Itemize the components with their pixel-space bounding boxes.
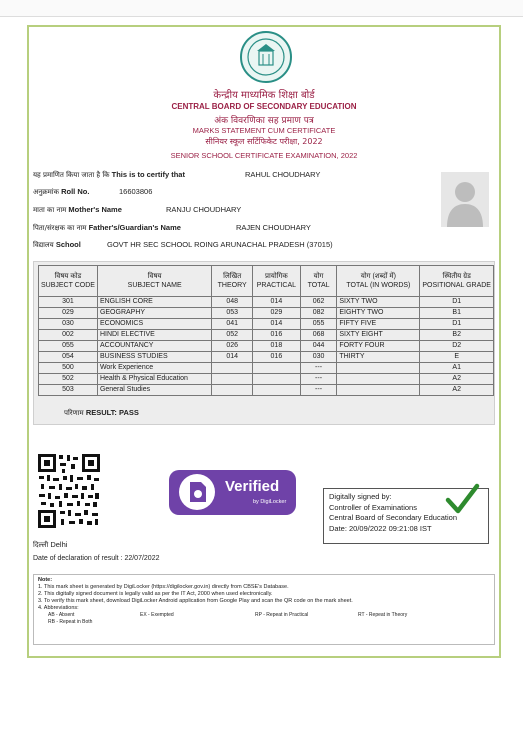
header-cell [337,266,420,297]
place-hindi: दिल्ली [33,541,49,549]
result-value: PASS [119,408,139,417]
header-english: TOTAL (IN WORDS) [346,282,411,289]
table-cell-theory [212,374,253,385]
table-cell-grade: A2 [420,385,494,396]
table-cell-total: --- [300,363,337,374]
table-cell-name: General Studies [97,385,211,396]
table-cell-total: 044 [300,341,337,352]
mother-label: Mother's Name [68,205,122,214]
header-cell [39,266,98,297]
certify-row [33,170,321,180]
table-cell-grade: E [420,352,494,363]
digilocker-verified-badge [169,470,296,515]
note-line: 2. This digitally signed document is legally valid as per the IT Act, 2000 when used electronically. [38,591,273,597]
abbreviations-row [48,619,490,626]
table-cell-theory [212,363,253,374]
header-cell [212,266,253,297]
table-cell-practical: 016 [253,330,301,341]
table-cell-practical: 029 [253,308,301,319]
table-cell-code: 502 [39,374,98,385]
table-cell-words [337,385,420,396]
table-cell-words: FIFTY FIVE [337,319,420,330]
result-label-hindi: परिणाम [64,409,84,417]
certificate-title: MARKS STATEMENT CUM CERTIFICATE [192,126,336,135]
table-cell-name: ECONOMICS [97,319,211,330]
table-cell-grade: D1 [420,297,494,308]
table-cell-practical: 016 [253,352,301,363]
qr-code [37,453,101,529]
table-cell-theory: 026 [212,341,253,352]
table-cell-total: 082 [300,308,337,319]
header-english: PRACTICAL [256,282,297,289]
table-cell-grade: A2 [420,374,494,385]
note-line: 4. Abbreviations: [38,605,79,611]
table-cell-name: ACCOUNTANCY [97,341,211,352]
document-icon [179,474,215,510]
table-cell-grade: D1 [420,319,494,330]
person-silhouette-icon [441,172,489,227]
table-cell-code: 002 [39,330,98,341]
school-name: GOVT HR SEC SCHOOL ROING ARUNACHAL PRADESH (37015) [107,240,333,249]
table-cell-theory: 052 [212,330,253,341]
board-name-hindi: केन्द्रीय माध्यमिक शिक्षा बोर्ड [213,90,315,101]
board-name: CENTRAL BOARD OF SECONDARY EDUCATION [171,102,357,111]
table-cell-total: --- [300,374,337,385]
header-english: POSITIONAL GRADE [422,282,491,289]
candidate-photo [441,172,489,227]
table-cell-grade: B1 [420,308,494,319]
note-title: Note: [38,577,53,583]
table-cell-theory: 014 [212,352,253,363]
table-cell-name: Work Experience [97,363,211,374]
mother-row [33,205,242,215]
table-cell-total: 062 [300,297,337,308]
header-hindi: योग (शब्दों में) [360,273,396,280]
roll-label-hindi: अनुक्रमांक [33,188,59,196]
table-row [39,352,494,363]
table-cell-code: 030 [39,319,98,330]
header-hindi: योग [313,273,324,280]
school-label-hindi: विद्यालय [33,241,54,249]
table-row [39,308,494,319]
table-cell-total: --- [300,385,337,396]
table-cell-practical: 018 [253,341,301,352]
header-english: SUBJECT CODE [41,282,95,289]
check-mark-icon [444,481,480,517]
header-english: SUBJECT NAME [127,282,182,289]
certify-label: This is to certify that [111,170,185,179]
abbreviation: RP - Repeat in Practical [255,612,309,618]
table-cell-words: FORTY FOUR [337,341,420,352]
father-label-hindi: पिता/संरक्षक का नाम [33,224,87,232]
certificate-title-hindi: अंक विवरणिका सह प्रमाण पत्र [214,116,314,126]
table-cell-total: 055 [300,319,337,330]
top-band [0,0,523,17]
table-cell-name: BUSINESS STUDIES [97,352,211,363]
mother-label-hindi: माता का नाम [33,206,67,214]
table-row [39,319,494,330]
marks-table-header [39,266,494,297]
abbreviation: AB - Absent [48,612,75,618]
declaration-date: 22/07/2022 [124,555,160,562]
header-cell [420,266,494,297]
table-cell-theory: 048 [212,297,253,308]
table-cell-code: 054 [39,352,98,363]
signature-line: Central Board of Secondary Education [329,513,457,522]
header-hindi: प्रायोगिक [264,273,288,280]
header-english: THEORY [217,282,247,289]
table-cell-name: ENGLISH CORE [97,297,211,308]
header-cell [300,266,337,297]
table-cell-code: 055 [39,341,98,352]
table-cell-total: 030 [300,352,337,363]
roll-number: 16603806 [119,187,153,196]
header-hindi: विषय कोड [54,273,82,280]
table-cell-grade: D2 [420,341,494,352]
marks-table [38,265,494,396]
header-hindi: स्थितीय ग्रेड [442,273,471,280]
table-row [39,330,494,341]
table-cell-name: HINDI ELECTIVE [97,330,211,341]
digital-signature-box [323,488,489,544]
father-name: RAJEN CHOUDHARY [236,223,311,232]
signature-date: Date: 20/09/2022 09:21:08 IST [329,523,432,533]
table-row [39,297,494,308]
exam-name: SENIOR SCHOOL CERTIFICATE EXAMINATION, 2022 [170,151,358,160]
table-cell-code: 503 [39,385,98,396]
header-cell [253,266,301,297]
roll-row [33,187,153,197]
table-cell-practical: 014 [253,297,301,308]
notes-box [33,574,495,645]
result-row [64,408,139,418]
table-cell-grade: B2 [420,330,494,341]
table-cell-theory [212,385,253,396]
header-english: TOTAL [307,282,330,289]
table-row [39,341,494,352]
header-hindi: विषय [147,273,162,280]
marks-section [33,261,495,425]
table-cell-words [337,374,420,385]
place-english: Delhi [50,540,68,549]
declaration-label: Date of declaration of result : [33,555,123,562]
table-cell-code: 500 [39,363,98,374]
school-label: School [55,240,81,249]
table-cell-practical [253,363,301,374]
signature-line: Digitally signed by: [329,492,392,501]
table-row [39,385,494,396]
table-row [39,374,494,385]
school-row [33,240,333,250]
table-cell-words [337,363,420,374]
table-cell-words: SIXTY TWO [337,297,420,308]
table-row [39,363,494,374]
father-label: Father's/Guardian's Name [88,223,181,232]
table-cell-total: 068 [300,330,337,341]
candidate-name: RAHUL CHOUDHARY [245,170,321,179]
abbreviation: RT - Repeat in Theory [358,612,408,618]
marks-table-body [39,297,494,396]
abbreviations-row [48,612,490,619]
note-line: 1. This mark sheet is generated by DigiLocker (https://digilocker.gov.in) directly from CBSE's Database. [38,584,289,590]
header-cell [97,266,211,297]
marks-certificate [27,25,501,658]
place [33,540,67,550]
table-cell-code: 029 [39,308,98,319]
table-cell-practical: 014 [253,319,301,330]
table-cell-practical [253,374,301,385]
father-row [33,223,311,233]
header-hindi: लिखित [223,273,242,280]
signature-line: Controller of Examinations [329,502,417,512]
verified-text: Verified [225,478,280,495]
certify-label-hindi: यह प्रमाणित किया जाता है कि [33,171,110,179]
abbreviation: RB - Repeat in Both [48,619,93,625]
table-cell-grade: A1 [420,363,494,374]
abbreviation: EX - Exempted [140,612,174,618]
table-cell-name: Health & Physical Education [97,374,211,385]
roll-label: Roll No. [61,187,90,196]
table-cell-words: SIXTY EIGHT [337,330,420,341]
table-cell-name: GEOGRAPHY [97,308,211,319]
table-cell-practical [253,385,301,396]
verified-subtext: by DigiLocker [253,499,287,505]
mother-name: RANJU CHOUDHARY [166,205,242,214]
table-cell-theory: 041 [212,319,253,330]
note-line: 3. To verify this mark sheet, download DigiLocker Android application from Google Play and scan the QR code on the mark sheet. [38,598,353,604]
exam-name-hindi: सीनियर स्कूल सर्टिफिकेट परीक्षा, 2022 [205,137,323,146]
table-cell-code: 301 [39,297,98,308]
cbse-seal-icon [239,30,293,84]
result-label: RESULT: [85,408,117,417]
table-cell-words: THIRTY [337,352,420,363]
table-cell-words: EIGHTY TWO [337,308,420,319]
declaration-date-row [33,555,160,562]
table-cell-theory: 053 [212,308,253,319]
